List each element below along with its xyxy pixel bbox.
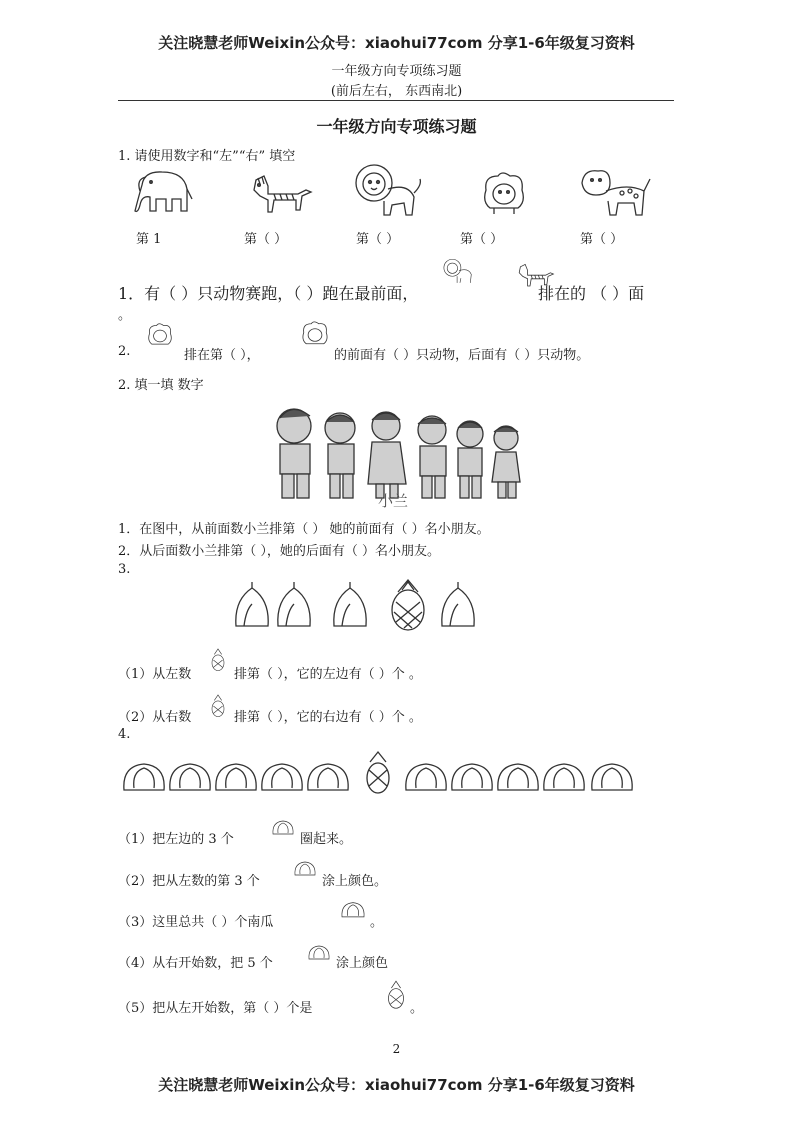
section1-question2-part2: 的前面有（ ）只动物，后面有（ ）只动物。 (334, 348, 590, 363)
pumpkin-small-icon (268, 815, 298, 835)
xiaolan-label: 小兰 (378, 492, 409, 510)
pineapple-small-icon (386, 980, 406, 1010)
animal-label-3: 第（ ） (356, 232, 400, 247)
section4-number: 4. (118, 727, 131, 742)
lion-small-icon (442, 258, 476, 286)
section4-question3-part1: （3）这里总共（ ）个南瓜 (118, 915, 274, 930)
section2-question2: 2．从后面数小兰排第（ ），她的后面有（ ）名小朋友。 (118, 544, 441, 559)
leopard-icon (578, 165, 660, 221)
animal-label-4: 第（ ） (460, 232, 504, 247)
pineapple-small-icon (210, 694, 226, 718)
sheep-icon (480, 170, 528, 218)
header-subtitle-topics: (前后左右， 东西南北) (330, 84, 463, 99)
section4-question5-part1: （5）把从左开始数，第（ ）个是 (118, 1001, 313, 1016)
pumpkin-row-illustration (122, 752, 646, 802)
header-banner: 关注晓慧老师Weixin公众号：xiaohui77com 分享1-6年级复习资料 (158, 34, 635, 52)
pumpkin-small-icon (290, 856, 320, 876)
sheep-small-icon (300, 320, 330, 350)
section1-question2-number: 2. (118, 344, 131, 359)
section4-question1-part1: （1）把左边的 3 个 (118, 832, 234, 847)
animal-label-2: 第（ ） (244, 232, 288, 247)
section4-question3-period: 。 (370, 915, 384, 930)
header-subtitle: 一年级方向专项练习题 (331, 64, 462, 79)
section3-question1-part2: 排第（ ），它的左边有（ ）个 。 (234, 667, 422, 682)
zebra-icon (248, 172, 316, 222)
elephant-icon (132, 165, 194, 220)
peach-row-illustration (232, 580, 514, 632)
section2-question1: 1．在图中，从前面数小兰排第（ ） 她的前面有（ ）名小朋友。 (118, 522, 490, 537)
section4-question2-part2: 涂上颜色。 (322, 874, 388, 889)
section1-question1-part1: 1．有（ ）只动物赛跑，（ ）跑在最前面， (118, 284, 419, 303)
section3-question2-part1: （2）从右数 (118, 710, 192, 725)
section3-question1-part1: （1）从左数 (118, 667, 192, 682)
pumpkin-small-icon (304, 940, 334, 960)
section4-question5-period: 。 (410, 1001, 424, 1016)
section1-heading: 1. 请使用数字和“左”“右” 填空 (118, 149, 296, 164)
lion-icon (352, 163, 424, 221)
section3-number: 3. (118, 562, 131, 577)
pineapple-small-icon (210, 648, 226, 672)
section1-question1-part2: 排在的 （ ）面 (538, 284, 645, 303)
pumpkin-small-icon (338, 896, 368, 918)
page-number: 2 (392, 1042, 401, 1056)
section1-question2-part1: 排在第（ ）， (184, 348, 260, 363)
section4-question1-part2: 圈起来。 (300, 832, 353, 847)
section3-question2-part2: 排第（ ），它的右边有（ ）个 。 (234, 710, 422, 725)
sheep-small-icon (146, 322, 174, 350)
section2-heading: 2. 填一填 数字 (118, 378, 204, 393)
section4-question2-part1: （2）把从左数的第 3 个 (118, 874, 260, 889)
animal-label-1: 第 1 (136, 232, 162, 247)
header-rule (118, 100, 674, 101)
section4-question4-part2: 涂上颜色 (336, 956, 389, 971)
animal-label-5: 第（ ） (580, 232, 624, 247)
footer-banner: 关注晓慧老师Weixin公众号：xiaohui77com 分享1-6年级复习资料 (158, 1076, 635, 1094)
section4-question4-part1: （4）从右开始数，把 5 个 (118, 956, 273, 971)
section1-question1-period: 。 (118, 308, 132, 323)
page-title: 一年级方向专项练习题 (316, 117, 477, 136)
